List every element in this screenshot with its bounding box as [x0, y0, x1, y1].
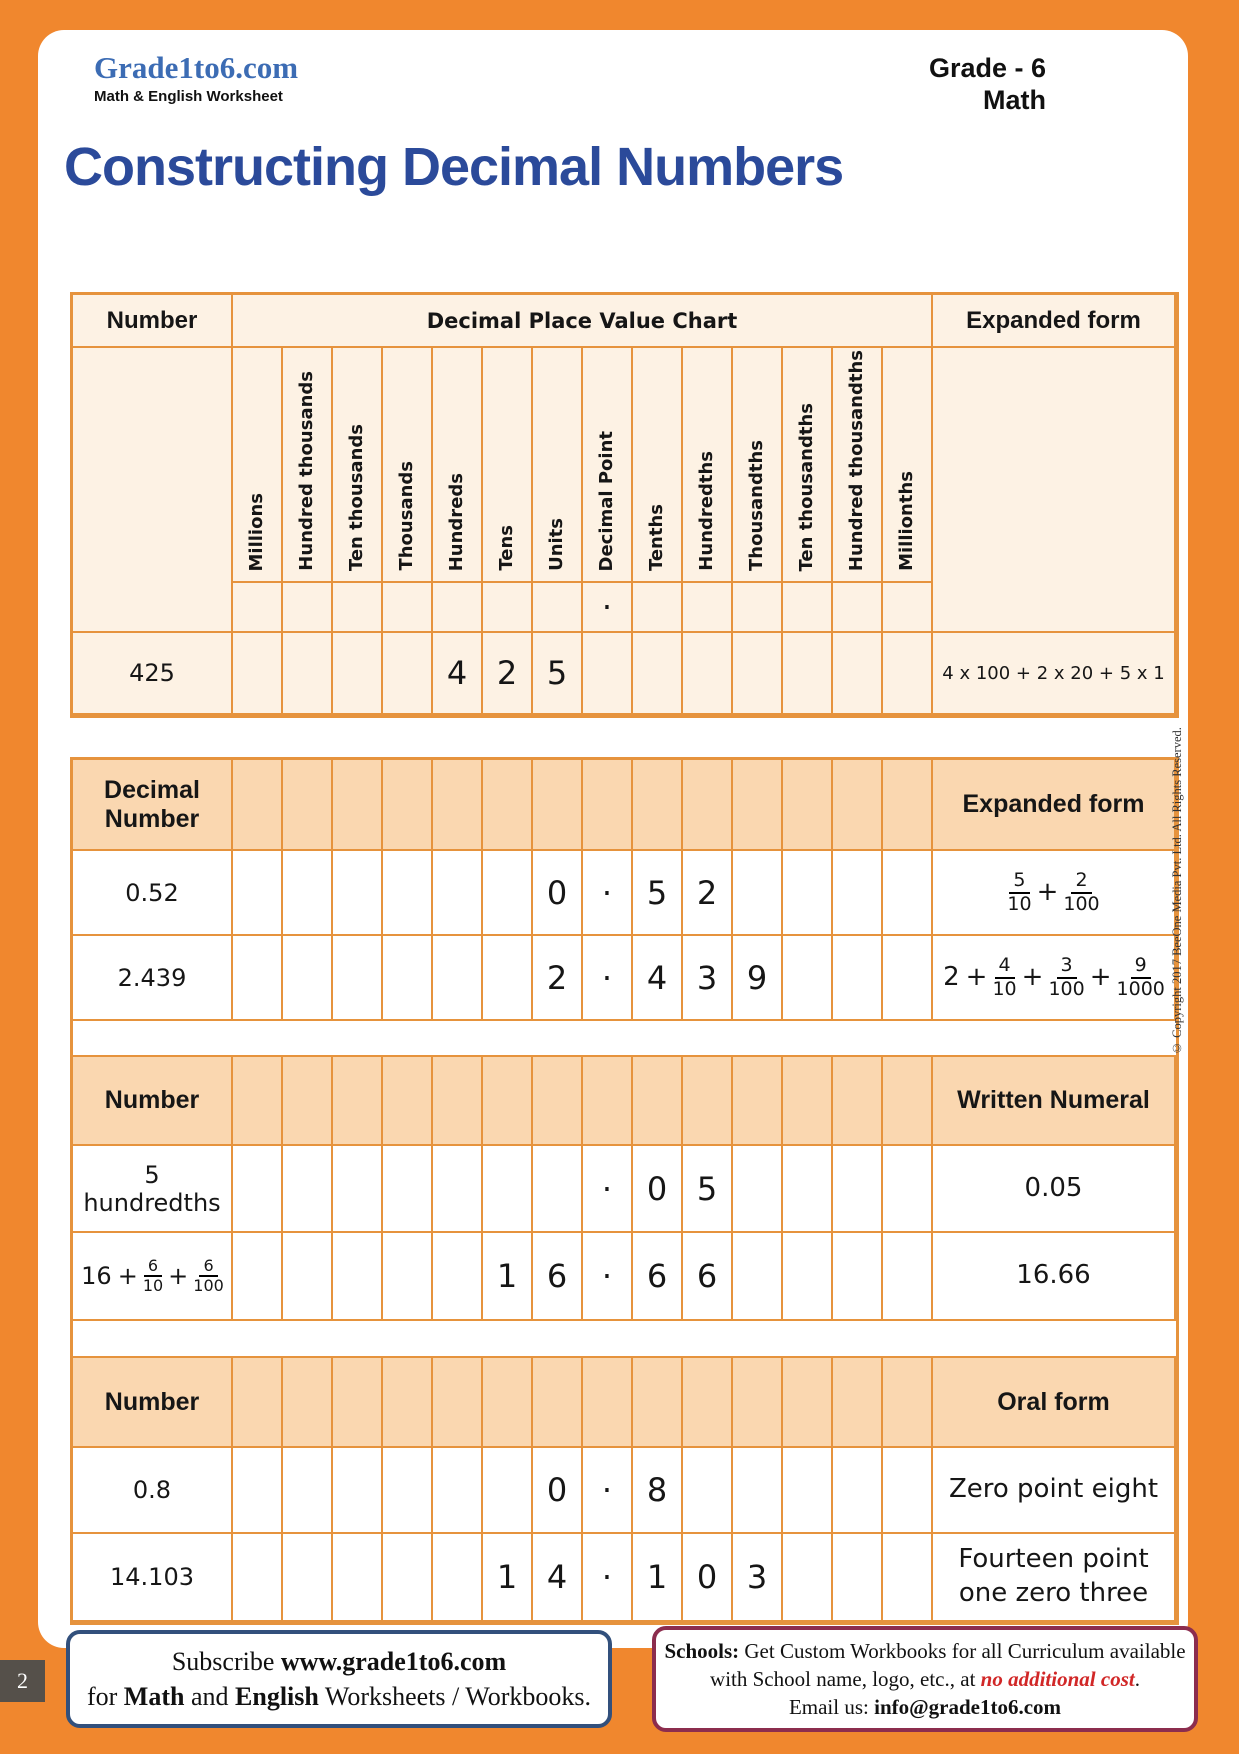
place-value-cell — [733, 1358, 783, 1448]
place-value-cell — [483, 583, 533, 633]
expanded-form-cell: 4 x 100 + 2 x 20 + 5 x 1 — [933, 633, 1176, 715]
column-header-label: Hundredths — [696, 451, 717, 571]
place-value-cell — [283, 1233, 333, 1321]
place-value-digit-cell: 4 — [533, 1534, 583, 1622]
site-logo — [94, 50, 298, 105]
place-value-cell — [683, 583, 733, 633]
place-value-cell — [483, 851, 533, 936]
place-value-cell — [633, 583, 683, 633]
place-value-cell — [783, 633, 833, 715]
place-value-cell — [433, 1233, 483, 1321]
place-value-cell — [733, 633, 783, 715]
place-value-cell — [833, 1146, 883, 1233]
place-value-digit-cell: 2 — [533, 936, 583, 1021]
place-value-cell — [333, 760, 383, 851]
decimal-number-header: Decimal Number — [73, 760, 233, 851]
place-value-cell — [483, 1358, 533, 1448]
place-value-cell — [883, 1057, 933, 1146]
place-value-cell — [233, 1534, 283, 1622]
place-value-cell — [783, 583, 833, 633]
place-value-cell — [733, 1146, 783, 1233]
column-header-label: Hundred thousandths — [846, 349, 867, 571]
place-value-cell — [883, 760, 933, 851]
written-numeral-header: Written Numeral — [933, 1057, 1176, 1146]
place-value-cell — [283, 1146, 333, 1233]
expression-token: + — [117, 1262, 138, 1290]
column-header-cell — [733, 348, 783, 583]
place-value-cell — [533, 1057, 583, 1146]
number-cell — [73, 1534, 233, 1622]
expression-token: 0.05 — [1024, 1172, 1083, 1203]
footer-text: and — [184, 1681, 236, 1711]
column-header-label: Millions — [246, 492, 267, 571]
subscribe-line — [70, 1647, 608, 1677]
expression-token: 14.103 — [110, 1563, 194, 1591]
place-value-cell — [283, 760, 333, 851]
number-column-blank — [73, 348, 233, 633]
place-value-cell — [733, 1057, 783, 1146]
place-value-digit-cell: 5 — [683, 1146, 733, 1233]
place-value-cell — [833, 633, 883, 715]
oral-form-cell — [933, 1448, 1176, 1534]
place-value-cell — [383, 1233, 433, 1321]
decimal-point-cell: · — [583, 1448, 633, 1534]
column-header-cell — [783, 348, 833, 583]
column-header-cell — [533, 348, 583, 583]
place-value-cell — [233, 851, 283, 936]
place-value-cell — [883, 1448, 933, 1534]
place-value-cell — [783, 1534, 833, 1622]
place-value-cell — [383, 760, 433, 851]
expanded-form-cell — [933, 851, 1176, 936]
expression-token: + — [965, 961, 988, 992]
place-value-cell — [533, 583, 583, 633]
number-column-header: Number — [73, 295, 233, 348]
place-value-cell — [233, 633, 283, 715]
place-value-cell — [283, 1358, 333, 1448]
footer-text: Math — [123, 1681, 185, 1711]
place-value-cell — [783, 1448, 833, 1534]
place-value-cell — [283, 633, 333, 715]
expression-token: Fourteen point one zero three — [958, 1544, 1149, 1608]
place-value-cell — [233, 1233, 283, 1321]
decimal-point-cell: · — [583, 1534, 633, 1622]
place-value-cell — [233, 936, 283, 1021]
place-value-cell — [283, 1057, 333, 1146]
decimal-point-cell: · — [583, 1146, 633, 1233]
footer-text: no additional cost — [980, 1666, 1135, 1691]
place-value-cell — [733, 851, 783, 936]
place-value-cell — [233, 760, 283, 851]
place-value-cell — [583, 633, 633, 715]
place-value-cell — [783, 760, 833, 851]
place-value-cell — [883, 633, 933, 715]
column-header-label: Thousands — [396, 461, 417, 571]
place-value-cell — [783, 1358, 833, 1448]
place-value-cell — [483, 936, 533, 1021]
page-number-badge: 2 — [0, 1660, 45, 1702]
footer-text: www.grade1to6.com — [280, 1646, 507, 1676]
decimal-point-cell: · — [583, 936, 633, 1021]
place-value-cell — [833, 1057, 883, 1146]
place-value-cell — [583, 760, 633, 851]
place-value-cell — [333, 1233, 383, 1321]
place-value-cell — [483, 760, 533, 851]
oral-form-header: Oral form — [933, 1358, 1176, 1448]
place-value-cell — [483, 1057, 533, 1146]
column-header-cell — [683, 348, 733, 583]
place-value-cell — [883, 851, 933, 936]
number-cell — [73, 1233, 233, 1321]
place-value-cell — [333, 1057, 383, 1146]
fraction: $\frac{5}{10}$ — [1007, 868, 1032, 915]
place-value-cell — [333, 583, 383, 633]
place-value-cell — [383, 1448, 433, 1534]
written-numeral-cell — [933, 1233, 1176, 1321]
place-value-cell — [683, 1057, 733, 1146]
spacer-row — [73, 1321, 1176, 1358]
place-value-cell — [833, 583, 883, 633]
place-value-cell — [833, 1534, 883, 1622]
place-value-cell — [333, 1448, 383, 1534]
place-value-cell — [233, 1057, 283, 1146]
place-value-digit-cell: 8 — [633, 1448, 683, 1534]
place-value-cell — [433, 1057, 483, 1146]
place-value-digit-cell: 2 — [683, 851, 733, 936]
expression-token: 16 — [81, 1262, 112, 1290]
place-value-digit-cell: 5 — [633, 851, 683, 936]
subscribe-line — [70, 1682, 608, 1712]
column-header-label: Ten thousands — [346, 423, 367, 571]
copyright-notice: © Copyright 2017 BeeOne Media Pvt. Ltd. All Rights Reserved. — [1170, 727, 1184, 1055]
place-value-cell — [683, 760, 733, 851]
place-value-digit-cell: 4 — [633, 936, 683, 1021]
column-header-cell — [333, 348, 383, 583]
place-value-cell — [633, 1358, 683, 1448]
column-header-label: Decimal Point — [596, 430, 617, 571]
number-cell — [73, 936, 233, 1021]
place-value-cell — [833, 1233, 883, 1321]
place-value-digit-cell: 0 — [533, 1448, 583, 1534]
place-value-cell — [283, 583, 333, 633]
expression-token: 2.439 — [117, 963, 187, 992]
column-header-label: Hundreds — [446, 472, 467, 571]
place-value-digit-cell: 6 — [633, 1233, 683, 1321]
footer-text: info@grade1to6.com — [874, 1694, 1062, 1719]
decimal-sections-table — [70, 757, 1179, 1625]
place-value-cell — [733, 583, 783, 633]
place-value-cell — [333, 633, 383, 715]
place-value-cell — [233, 1448, 283, 1534]
number-header: Number — [73, 1057, 233, 1146]
place-value-digit-cell: 3 — [733, 1534, 783, 1622]
grade-line: Grade - 6 — [928, 53, 1046, 83]
place-value-cell — [433, 1448, 483, 1534]
place-value-cell — [883, 583, 933, 633]
place-value-cell — [283, 936, 333, 1021]
footer-text: for — [86, 1681, 124, 1711]
place-value-cell — [583, 1358, 633, 1448]
place-value-cell — [883, 1233, 933, 1321]
chart-header: Decimal Place Value Chart — [233, 295, 933, 348]
subscribe-box — [66, 1630, 612, 1728]
decimal-point-cell: · — [583, 583, 633, 633]
number-header: Number — [73, 1358, 233, 1448]
place-value-cell — [283, 1534, 333, 1622]
footer-text: English — [235, 1681, 319, 1711]
expression-token: 0.8 — [132, 1476, 172, 1504]
place-value-cell — [433, 1358, 483, 1448]
place-value-cell — [433, 851, 483, 936]
place-value-cell — [583, 1057, 633, 1146]
footer-text: Worksheets / Workbooks. — [318, 1681, 592, 1711]
column-header-cell — [383, 348, 433, 583]
fraction: $\frac{6}{10}$ — [142, 1255, 164, 1295]
column-header-label: Hundred thousands — [296, 371, 317, 571]
place-value-cell — [533, 1146, 583, 1233]
logo-subtitle: Math & English Worksheet — [94, 88, 283, 105]
place-value-cell — [383, 633, 433, 715]
footer-text: . — [1134, 1666, 1140, 1691]
expression-token: 5 hundredths — [83, 1160, 221, 1217]
place-value-cell — [383, 851, 433, 936]
logo-title: Grade1to6.com — [94, 50, 299, 85]
schools-line — [656, 1639, 1194, 1664]
place-value-cell — [883, 1146, 933, 1233]
place-value-digit-cell: 0 — [683, 1534, 733, 1622]
place-value-digit-cell: 3 — [683, 936, 733, 1021]
place-value-cell — [383, 1534, 433, 1622]
place-value-cell — [783, 851, 833, 936]
place-value-cell — [683, 1358, 733, 1448]
place-value-cell — [883, 1534, 933, 1622]
place-value-cell — [333, 1534, 383, 1622]
place-value-digit-cell: 2 — [483, 633, 533, 715]
place-value-cell — [233, 1358, 283, 1448]
column-header-cell — [433, 348, 483, 583]
column-header-cell — [583, 348, 633, 583]
place-value-cell — [833, 760, 883, 851]
number-cell — [73, 851, 233, 936]
place-value-digit-cell: 0 — [533, 851, 583, 936]
place-value-cell — [633, 1057, 683, 1146]
place-value-digit-cell: 1 — [483, 1534, 533, 1622]
place-value-cell — [733, 760, 783, 851]
place-value-table — [70, 292, 1179, 718]
column-header-label: Millionths — [896, 471, 917, 571]
footer-text: Get Custom Workbooks for all Curriculum available — [739, 1638, 1186, 1663]
column-header-label: Thousandths — [746, 440, 767, 571]
worksheet-title: Constructing Decimal Numbers — [64, 137, 844, 197]
subject-line: Math — [983, 85, 1046, 116]
place-value-cell — [883, 936, 933, 1021]
place-value-cell — [333, 1358, 383, 1448]
expression-token: + — [1036, 876, 1059, 907]
place-value-cell — [433, 583, 483, 633]
place-value-digit-cell: 5 — [533, 633, 583, 715]
place-value-cell — [333, 851, 383, 936]
fraction: $\frac{6}{100}$ — [193, 1255, 224, 1295]
number-cell — [73, 633, 233, 715]
column-header-cell — [883, 348, 933, 583]
place-value-cell — [783, 1057, 833, 1146]
expression-token: 16.66 — [1016, 1260, 1091, 1291]
place-value-cell — [733, 1448, 783, 1534]
worksheet-page — [38, 30, 1188, 1648]
place-value-digit-cell: 9 — [733, 936, 783, 1021]
place-value-cell — [233, 583, 283, 633]
expanded-form-header: Expanded form — [933, 760, 1176, 851]
oral-form-cell — [933, 1534, 1176, 1622]
place-value-cell — [283, 1448, 333, 1534]
column-header-cell — [283, 348, 333, 583]
place-value-digit-cell: 6 — [683, 1233, 733, 1321]
place-value-cell — [633, 760, 683, 851]
place-value-cell — [783, 1146, 833, 1233]
column-header-cell — [483, 348, 533, 583]
grade-label — [929, 52, 1046, 117]
place-value-cell — [433, 760, 483, 851]
place-value-cell — [483, 1448, 533, 1534]
column-header-label: Tens — [496, 525, 517, 571]
number-cell — [73, 1448, 233, 1534]
footer-text: Email us: — [788, 1694, 875, 1719]
place-value-cell — [783, 936, 833, 1021]
place-value-cell — [383, 1057, 433, 1146]
place-value-cell — [433, 936, 483, 1021]
place-value-cell — [383, 1358, 433, 1448]
place-value-cell — [383, 583, 433, 633]
schools-line — [656, 1667, 1194, 1692]
fraction: $\frac{4}{10}$ — [992, 953, 1017, 1000]
expression-token: + — [1021, 961, 1044, 992]
fraction: $\frac{9}{1000}$ — [1116, 953, 1165, 1000]
place-value-cell — [533, 1358, 583, 1448]
place-value-digit-cell: 4 — [433, 633, 483, 715]
decimal-point-cell: · — [583, 1233, 633, 1321]
column-header-label: Units — [546, 518, 567, 571]
column-header-cell — [833, 348, 883, 583]
expression-token: 0.52 — [125, 878, 179, 907]
footer-text: with School name, logo, etc., at — [710, 1666, 981, 1691]
place-value-cell — [383, 936, 433, 1021]
expanded-form-header: Expanded form — [933, 295, 1176, 348]
footer-text: Schools: — [664, 1638, 740, 1663]
place-value-cell — [433, 1534, 483, 1622]
place-value-cell — [833, 851, 883, 936]
expression-token: Zero point eight — [948, 1474, 1159, 1505]
place-value-cell — [333, 1146, 383, 1233]
place-value-digit-cell: 0 — [633, 1146, 683, 1233]
place-value-cell — [833, 1358, 883, 1448]
place-value-cell — [683, 1448, 733, 1534]
place-value-cell — [483, 1146, 533, 1233]
place-value-cell — [733, 1233, 783, 1321]
spacer-row — [73, 1021, 1176, 1057]
decimal-point-cell: · — [583, 851, 633, 936]
expression-token: + — [1089, 961, 1112, 992]
place-value-digit-cell: 6 — [533, 1233, 583, 1321]
place-value-cell — [833, 936, 883, 1021]
place-value-cell — [283, 851, 333, 936]
place-value-digit-cell: 1 — [483, 1233, 533, 1321]
column-header-cell — [233, 348, 283, 583]
expression-token: 2 — [943, 961, 960, 992]
place-value-cell — [233, 1146, 283, 1233]
place-value-cell — [433, 1146, 483, 1233]
place-value-cell — [383, 1146, 433, 1233]
place-value-cell — [883, 1358, 933, 1448]
place-value-cell — [633, 633, 683, 715]
expression-token: 425 — [129, 659, 175, 687]
column-header-label: Tenths — [646, 503, 667, 571]
column-header-label: Ten thousandths — [796, 402, 817, 571]
place-value-cell — [833, 1448, 883, 1534]
column-header-cell — [633, 348, 683, 583]
place-value-cell — [683, 633, 733, 715]
place-value-cell — [333, 936, 383, 1021]
fraction: $\frac{2}{100}$ — [1063, 868, 1100, 915]
schools-box — [652, 1626, 1198, 1732]
footer-text: Subscribe — [171, 1646, 281, 1676]
written-numeral-cell — [933, 1146, 1176, 1233]
number-cell — [73, 1146, 233, 1233]
place-value-digit-cell: 1 — [633, 1534, 683, 1622]
expression-token: + — [168, 1262, 189, 1290]
place-value-cell — [783, 1233, 833, 1321]
schools-line — [656, 1695, 1194, 1720]
expanded-form-cell — [933, 936, 1176, 1021]
expanded-column-blank — [933, 348, 1176, 633]
place-value-cell — [533, 760, 583, 851]
fraction: $\frac{3}{100}$ — [1048, 953, 1085, 1000]
